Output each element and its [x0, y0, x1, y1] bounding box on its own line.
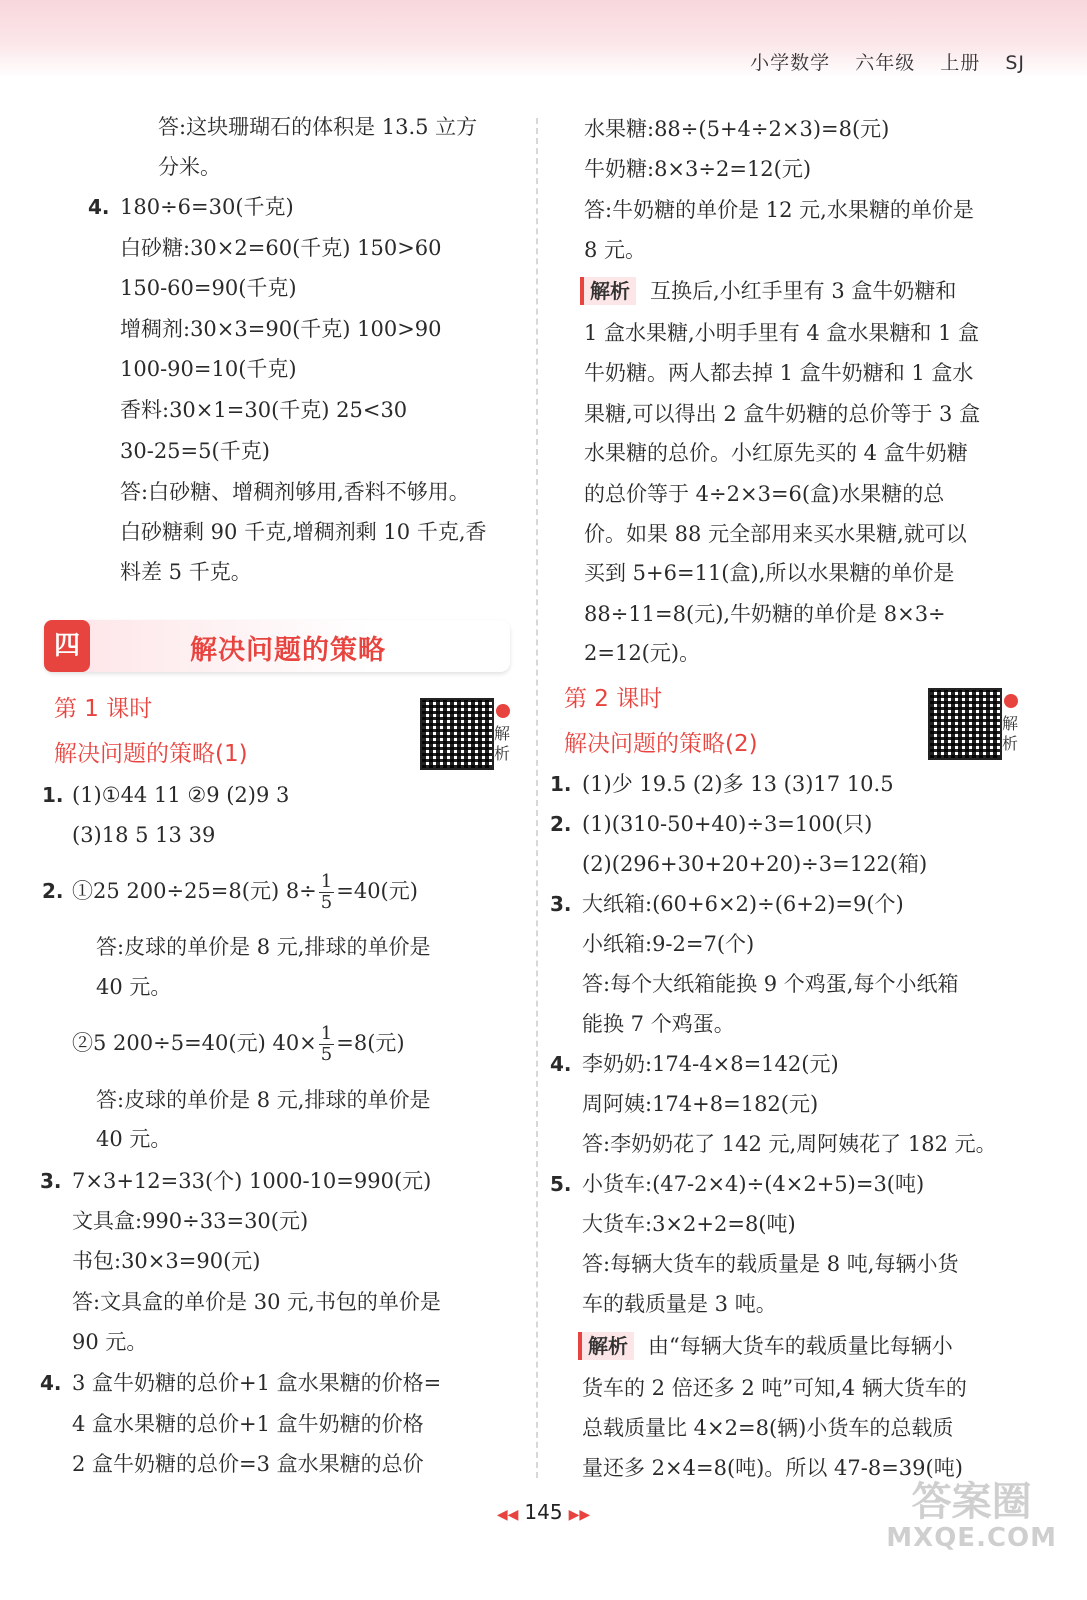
- answer-line: 40 元。: [96, 975, 172, 999]
- analysis-line: 的总价等于 4÷2×3=6(盒)水果糖的总: [584, 482, 945, 506]
- question-number: 1.: [42, 783, 64, 807]
- header-edition: SJ: [1005, 52, 1025, 74]
- answer-line: 100-90=10(千克): [120, 357, 297, 381]
- prev-arrows-icon: ◀◀: [496, 1507, 519, 1523]
- page-number: 145: [524, 1500, 563, 1524]
- answer-line: 小货车:(47-2×4)÷(4×2+5)=3(吨): [582, 1172, 925, 1196]
- answer-line: 大纸箱:(60+6×2)÷(6+2)=9(个): [582, 892, 904, 916]
- answer-line: 书包:30×3=90(元): [72, 1249, 261, 1273]
- answer-line: 水果糖:88÷(5+4÷2×3)=8(元): [584, 117, 890, 141]
- answer-line: 香料:30×1=30(千克) 25<30: [120, 398, 408, 422]
- answer-text: =8(元): [336, 1031, 405, 1055]
- question-number: 2.: [42, 879, 64, 903]
- watermark: [886, 1480, 1057, 1552]
- lesson-subtitle: 解决问题的策略(2): [564, 731, 758, 757]
- analysis-label: 解析: [580, 277, 636, 305]
- answer-line: 2 盒牛奶糖的总价=3 盒水果糖的总价: [72, 1452, 424, 1476]
- lesson-title: 第 2 课时: [564, 686, 663, 712]
- fraction-denominator: 5: [320, 1044, 333, 1065]
- watermark-text: 答案圈: [911, 1479, 1032, 1525]
- answer-line: 4 盒水果糖的总价+1 盒牛奶糖的价格: [72, 1412, 424, 1436]
- header-grade: 六年级: [855, 52, 916, 74]
- section-number: 四: [44, 620, 90, 672]
- header-subject: 小学数学: [750, 52, 831, 74]
- answer-line: 180÷6=30(千克): [120, 195, 294, 219]
- section-title: 解决问题的策略: [190, 635, 386, 666]
- answer-line: 答:白砂糖、增稠剂够用,香料不够用。: [120, 480, 470, 504]
- answer-line: 3 盒牛奶糖的总价+1 盒水果糖的价格=: [72, 1371, 442, 1395]
- qr-label: 解: [1001, 714, 1018, 733]
- question-number: 4.: [40, 1371, 62, 1395]
- analysis-label: 解析: [578, 1332, 634, 1360]
- analysis-text: 由“每辆大货车的载质量比每辆小: [648, 1334, 953, 1358]
- question-number: 5.: [550, 1172, 572, 1196]
- question-number: 3.: [40, 1169, 62, 1193]
- analysis-line: 1 盒水果糖,小明手里有 4 盒水果糖和 1 盒: [584, 321, 980, 345]
- answer-line: 文具盒:990÷33=30(元): [72, 1209, 309, 1233]
- answer-line: 答:皮球的单价是 8 元,排球的单价是: [96, 1088, 431, 1112]
- answer-text: =40(元): [336, 879, 418, 903]
- answer-line: (1)少 19.5 (2)多 13 (3)17 10.5: [582, 772, 894, 796]
- answer-line: 周阿姨:174+8=182(元): [582, 1092, 819, 1116]
- question-number: 1.: [550, 772, 572, 796]
- answer-line: 料差 5 千克。: [120, 560, 252, 584]
- analysis-line: [578, 1331, 953, 1361]
- question-number: 2.: [550, 812, 572, 836]
- answer-line: 增稠剂:30×3=90(千克) 100>90: [120, 317, 442, 341]
- next-arrows-icon: ▶▶: [568, 1507, 591, 1523]
- answer-text: ②5 200÷5=40(元) 40×: [72, 1031, 317, 1055]
- answer-line: 小纸箱:9-2=7(个): [582, 932, 755, 956]
- answer-line: 90 元。: [72, 1330, 148, 1354]
- qr-code-icon[interactable]: [420, 698, 494, 770]
- answer-line: 白砂糖:30×2=60(千克) 150>60: [120, 236, 442, 260]
- page-header: [732, 48, 1025, 75]
- analysis-line: 货车的 2 倍还多 2 吨”可知,4 辆大货车的: [582, 1376, 967, 1400]
- analysis-line: [580, 276, 956, 306]
- qr-label: 析: [493, 744, 510, 763]
- fraction-denominator: 5: [320, 892, 333, 913]
- qr-label: 解: [493, 724, 510, 743]
- answer-line-fraction: [72, 868, 418, 914]
- analysis-line: 量还多 2×4=8(吨)。所以 47-8=39(吨): [582, 1456, 963, 1480]
- question-number: 4.: [88, 195, 110, 219]
- qr-code-icon[interactable]: [928, 688, 1002, 760]
- answer-line: 答:李奶奶花了 142 元,周阿姨花了 182 元。: [582, 1132, 997, 1156]
- answer-line: 牛奶糖:8×3÷2=12(元): [584, 157, 812, 181]
- fraction-numerator: 1: [320, 871, 333, 892]
- fraction-numerator: 1: [320, 1023, 333, 1044]
- answer-text: ①25 200÷25=8(元) 8÷: [72, 879, 317, 903]
- answer-line: 白砂糖剩 90 千克,增稠剂剩 10 千克,香: [120, 520, 487, 544]
- answer-line: 车的载质量是 3 吨。: [582, 1292, 777, 1316]
- answer-line: 分米。: [158, 155, 221, 179]
- header-volume: 上册: [940, 52, 981, 74]
- answer-line: 能换 7 个鸡蛋。: [582, 1012, 735, 1036]
- analysis-line: 果糖,可以得出 2 盒牛奶糖的总价等于 3 盒: [584, 402, 981, 426]
- answer-line: (1)①44 11 ②9 (2)9 3: [72, 783, 290, 807]
- fraction: [319, 1024, 334, 1065]
- answer-line: 40 元。: [96, 1127, 172, 1151]
- lesson-title: 第 1 课时: [54, 696, 153, 722]
- analysis-line: 牛奶糖。两人都去掉 1 盒牛奶糖和 1 盒水: [584, 361, 974, 385]
- analysis-line: 2=12(元)。: [584, 641, 701, 665]
- answer-line-fraction: [72, 1020, 405, 1066]
- column-divider: [536, 118, 538, 1478]
- watermark-url: MXQE.COM: [886, 1523, 1057, 1553]
- play-icon: [496, 704, 510, 718]
- qr-label: 析: [1001, 734, 1018, 753]
- question-number: 3.: [550, 892, 572, 916]
- answer-line: 答:每辆大货车的载质量是 8 吨,每辆小货: [582, 1252, 959, 1276]
- answer-line: 李奶奶:174-4×8=142(元): [582, 1052, 839, 1076]
- answer-line: 8 元。: [584, 238, 647, 262]
- fraction: [319, 872, 334, 913]
- answer-line: 150-60=90(千克): [120, 276, 297, 300]
- analysis-line: 总载质量比 4×2=8(辆)小货车的总载质: [582, 1416, 954, 1440]
- analysis-line: 价。如果 88 元全部用来买水果糖,就可以: [584, 522, 967, 546]
- analysis-line: 水果糖的总价。小红原先买的 4 盒牛奶糖: [584, 441, 968, 465]
- analysis-line: 买到 5+6=11(盒),所以水果糖的单价是: [584, 561, 955, 585]
- answer-line: 大货车:3×2+2=8(吨): [582, 1212, 796, 1236]
- analysis-line: 88÷11=8(元),牛奶糖的单价是 8×3÷: [584, 602, 946, 626]
- analysis-text: 互换后,小红手里有 3 盒牛奶糖和: [650, 279, 957, 303]
- answer-line: (1)(310-50+40)÷3=100(只): [582, 812, 873, 836]
- answer-line: (2)(296+30+20+20)÷3=122(箱): [582, 852, 928, 876]
- answer-line: 7×3+12=33(个) 1000-10=990(元): [72, 1169, 432, 1193]
- answer-line: (3)18 5 13 39: [72, 823, 216, 847]
- answer-line: 答:牛奶糖的单价是 12 元,水果糖的单价是: [584, 198, 974, 222]
- play-icon: [1004, 694, 1018, 708]
- question-number: 4.: [550, 1052, 572, 1076]
- answer-line: 答:文具盒的单价是 30 元,书包的单价是: [72, 1290, 441, 1314]
- answer-line: 答:皮球的单价是 8 元,排球的单价是: [96, 935, 431, 959]
- answer-line: 答:这块珊瑚石的体积是 13.5 立方: [158, 115, 478, 139]
- answer-line: 答:每个大纸箱能换 9 个鸡蛋,每个小纸箱: [582, 972, 959, 996]
- answer-line: 30-25=5(千克): [120, 439, 270, 463]
- lesson-subtitle: 解决问题的策略(1): [54, 741, 248, 767]
